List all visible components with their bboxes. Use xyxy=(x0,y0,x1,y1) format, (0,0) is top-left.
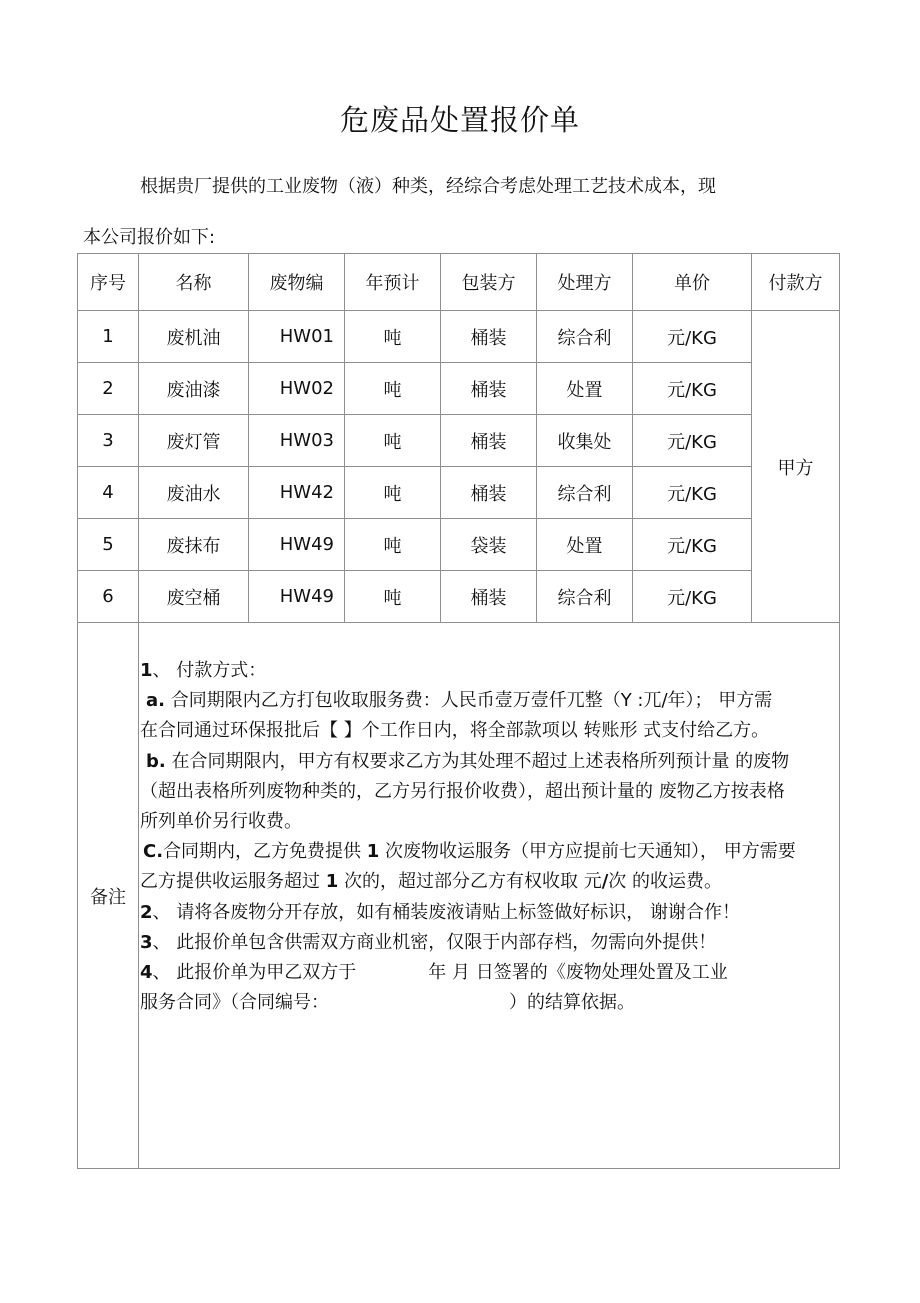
note-b-line-1 xyxy=(140,747,839,777)
header-code: 废物编 xyxy=(249,254,345,311)
row-treatment: 处置 xyxy=(537,363,633,415)
intro-line-2: 本公司报价如下: xyxy=(83,227,216,248)
table-row xyxy=(78,363,840,415)
note-a-prefix: a. xyxy=(146,690,165,712)
row-name: 废抹布 xyxy=(139,519,249,571)
row-packaging: 袋装 xyxy=(441,519,537,571)
notes-row xyxy=(78,623,840,1169)
row-treatment: 处置 xyxy=(537,519,633,571)
note-2-text: 、 请将各废物分开存放，如有桶装废液请贴上标签做好标识， 谢谢合作！ xyxy=(152,901,740,923)
table-row xyxy=(78,311,840,363)
notes-body xyxy=(139,623,840,1169)
table-row xyxy=(78,571,840,623)
row-annual: 吨 xyxy=(345,571,441,623)
note-c-text-2b: 次的，超过部分乙方有权收取 元 xyxy=(338,871,602,893)
note-1-number: 1 xyxy=(140,660,153,681)
row-packaging: 桶装 xyxy=(441,467,537,519)
row-no: 2 xyxy=(78,363,139,415)
note-4-text-b: 年 月 日签署的《废物处理处置及工业 xyxy=(428,961,728,983)
note-c-text-1a: 合同期内，乙方免费提供 xyxy=(163,841,367,863)
note-b-line-3: 所列单价另行收费。 xyxy=(140,810,302,832)
row-code: HW49 xyxy=(249,519,345,571)
note-c-slash: / xyxy=(601,871,609,893)
row-code: HW03 xyxy=(249,415,345,467)
row-price: 元/KG xyxy=(633,519,752,571)
table-row xyxy=(78,519,840,571)
row-code: HW01 xyxy=(249,311,345,363)
note-c-count-2: 1 xyxy=(325,871,339,893)
header-no: 序号 xyxy=(78,254,139,311)
row-annual: 吨 xyxy=(345,467,441,519)
row-no: 3 xyxy=(78,415,139,467)
row-code: HW49 xyxy=(249,571,345,623)
header-name: 名称 xyxy=(139,254,249,311)
row-name: 废机油 xyxy=(139,311,249,363)
row-no: 6 xyxy=(78,571,139,623)
note-4-number: 4 xyxy=(140,961,153,983)
row-packaging: 桶装 xyxy=(441,415,537,467)
header-packaging: 包装方 xyxy=(441,254,537,311)
note-a-text-1: 合同期限内乙方打包收取服务费：人民币壹万壹仟兀整（Y :兀/年）； 甲方需 xyxy=(164,690,773,712)
note-2-number: 2 xyxy=(140,901,153,923)
note-c-text-2a: 乙方提供收运服务超过 xyxy=(140,871,326,893)
note-c-line-1 xyxy=(140,837,839,867)
header-price: 单价 xyxy=(633,254,752,311)
row-packaging: 桶装 xyxy=(441,311,537,363)
row-price: 元/KG xyxy=(633,415,752,467)
row-code: HW02 xyxy=(249,363,345,415)
note-c-prefix: C. xyxy=(143,841,164,863)
document-title: 危废品处置报价单 xyxy=(339,103,580,137)
note-b-prefix: b. xyxy=(146,750,166,772)
header-annual: 年预计 xyxy=(345,254,441,311)
note-c-count-1: 1 xyxy=(366,841,380,863)
row-price: 元/KG xyxy=(633,363,752,415)
table-header-row xyxy=(78,254,840,311)
note-4-line-1 xyxy=(140,958,839,988)
intro-line-1: 根据贵厂提供的工业废物（液）种类，经综合考虑处理工艺技术成本，现 xyxy=(140,176,716,197)
row-price: 元/KG xyxy=(633,571,752,623)
row-packaging: 桶装 xyxy=(441,571,537,623)
note-3-number: 3 xyxy=(140,931,153,953)
row-code: HW42 xyxy=(249,467,345,519)
row-name: 废灯管 xyxy=(139,415,249,467)
row-no: 4 xyxy=(78,467,139,519)
note-c-text-1b: 次废物收运服务（甲方应提前七天通知）， 甲方需要 xyxy=(379,841,796,863)
row-treatment: 综合利 xyxy=(537,311,633,363)
row-name: 废油水 xyxy=(139,467,249,519)
note-4-text-d: ）的结算依据。 xyxy=(509,992,635,1014)
notes-label: 备注 xyxy=(78,623,139,1169)
notes-content xyxy=(140,656,839,1018)
payer-cell: 甲方 xyxy=(752,311,840,623)
note-4-line-2 xyxy=(140,988,839,1018)
row-no: 5 xyxy=(78,519,139,571)
row-price: 元/KG xyxy=(633,467,752,519)
note-1 xyxy=(140,656,839,686)
note-4-text-c: 服务合同》（合同编号： xyxy=(140,992,329,1014)
table-row xyxy=(78,467,840,519)
note-b-text-1: 在合同期限内，甲方有权要求乙方为其处理不超过上述表格所列预计量 的废物 xyxy=(165,750,790,772)
note-1-text: 、 付款方式： xyxy=(152,660,267,681)
note-c-text-2c: 次 的收运费。 xyxy=(608,871,723,893)
header-payer: 付款方 xyxy=(752,254,840,311)
note-c-line-2 xyxy=(140,867,839,897)
row-no: 1 xyxy=(78,311,139,363)
note-a-line-1 xyxy=(140,686,839,716)
note-a-line-2: 在合同通过环保报批后【 】个工作日内，将全部款项以 转账形 式支付给乙方。 xyxy=(140,720,770,742)
row-treatment: 综合利 xyxy=(537,571,633,623)
row-treatment: 综合利 xyxy=(537,467,633,519)
note-3 xyxy=(140,928,839,958)
header-treatment: 处理方 xyxy=(537,254,633,311)
row-name: 废油漆 xyxy=(139,363,249,415)
table-row xyxy=(78,415,840,467)
note-3-text: 、 此报价单包含供需双方商业机密，仅限于内部存档，勿需向外提供！ xyxy=(152,931,717,953)
row-annual: 吨 xyxy=(345,311,441,363)
row-annual: 吨 xyxy=(345,415,441,467)
row-annual: 吨 xyxy=(345,519,441,571)
note-b-line-2: （超出表格所列废物种类的，乙方另行报价收费），超出预计量的 废物乙方按表格 xyxy=(140,780,785,802)
row-price: 元/KG xyxy=(633,311,752,363)
row-treatment: 收集处 xyxy=(537,415,633,467)
row-annual: 吨 xyxy=(345,363,441,415)
row-packaging: 桶装 xyxy=(441,363,537,415)
note-2 xyxy=(140,898,839,928)
quote-table xyxy=(77,253,840,1169)
row-name: 废空桶 xyxy=(139,571,249,623)
note-4-text-a: 、 此报价单为甲乙双方于 xyxy=(152,961,357,983)
